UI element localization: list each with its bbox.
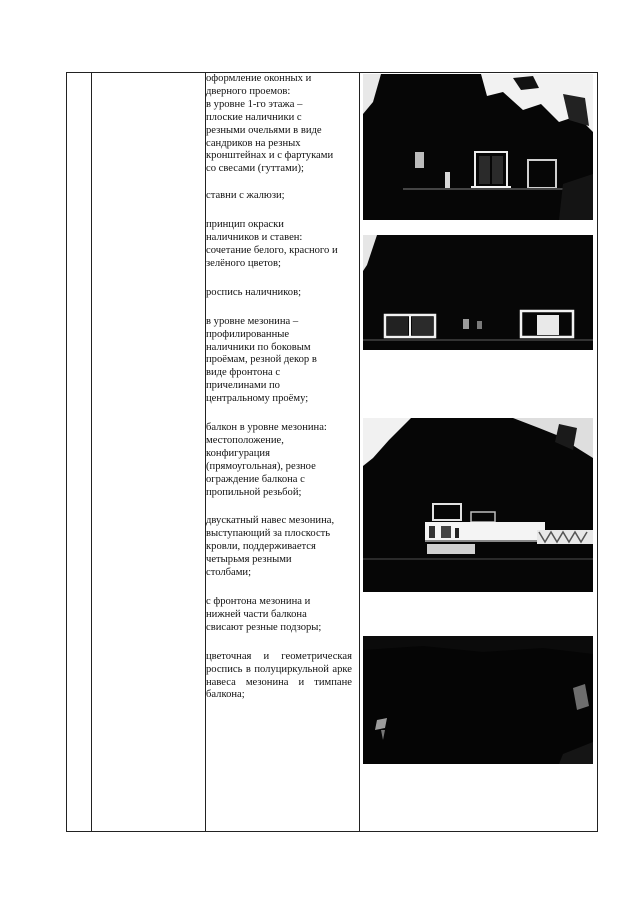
paragraph-balcony: балкон в уровне мезонина: местоположение, конфигурация (прямоугольная), резное ограждение балкона с пропильной резьбой; xyxy=(206,422,327,498)
paragraph-valances: с фронтона мезонина и нижней части балкона свисают резные подзоры; xyxy=(206,596,322,633)
facade-photo-4 xyxy=(363,636,593,764)
facade-photo-3-image xyxy=(363,418,593,592)
table-border-left xyxy=(66,73,67,831)
facade-photo-2-image xyxy=(363,235,593,350)
paragraph-window-trim: оформление оконных и дверного проемов: в уровне 1-го этажа – плоские наличники с резными очельями в виде сандриков на резных кронштейнах и с фартуками со свесами (гуттами); xyxy=(206,73,334,175)
table-border-right xyxy=(597,73,598,831)
facade-photo-1-image xyxy=(363,74,593,220)
paragraph-mezzanine-trim: в уровне мезонина – профилированные наличники по боковым проёмам, резной декор в виде фронтона с причелинами по центральному проёму; xyxy=(206,315,317,405)
description-column xyxy=(206,73,352,718)
facade-photo-3 xyxy=(363,418,593,592)
facade-photo-1 xyxy=(363,74,593,220)
paragraph-color-scheme: принцип окраски наличников и ставен: сочетание белого, красного и зелёного цветов; xyxy=(206,219,338,269)
table-column-divider xyxy=(359,73,360,831)
paragraph-trim-painting: роспись наличников; xyxy=(206,286,302,298)
paragraph-arch-painting: цветочная и геометрическая роспись в полуциркульной арке навеса мезонина и тимпане балкона; xyxy=(206,650,352,701)
paragraph-canopy: двускатный навес мезонина, выступающий за плоскость кровли, поддерживается четырьмя резными столбами; xyxy=(206,515,335,579)
table-column-divider xyxy=(91,73,92,831)
facade-photo-2 xyxy=(363,235,593,350)
paragraph-shutters: ставни с жалюзи; xyxy=(206,190,285,202)
facade-photo-4-image xyxy=(363,636,593,764)
